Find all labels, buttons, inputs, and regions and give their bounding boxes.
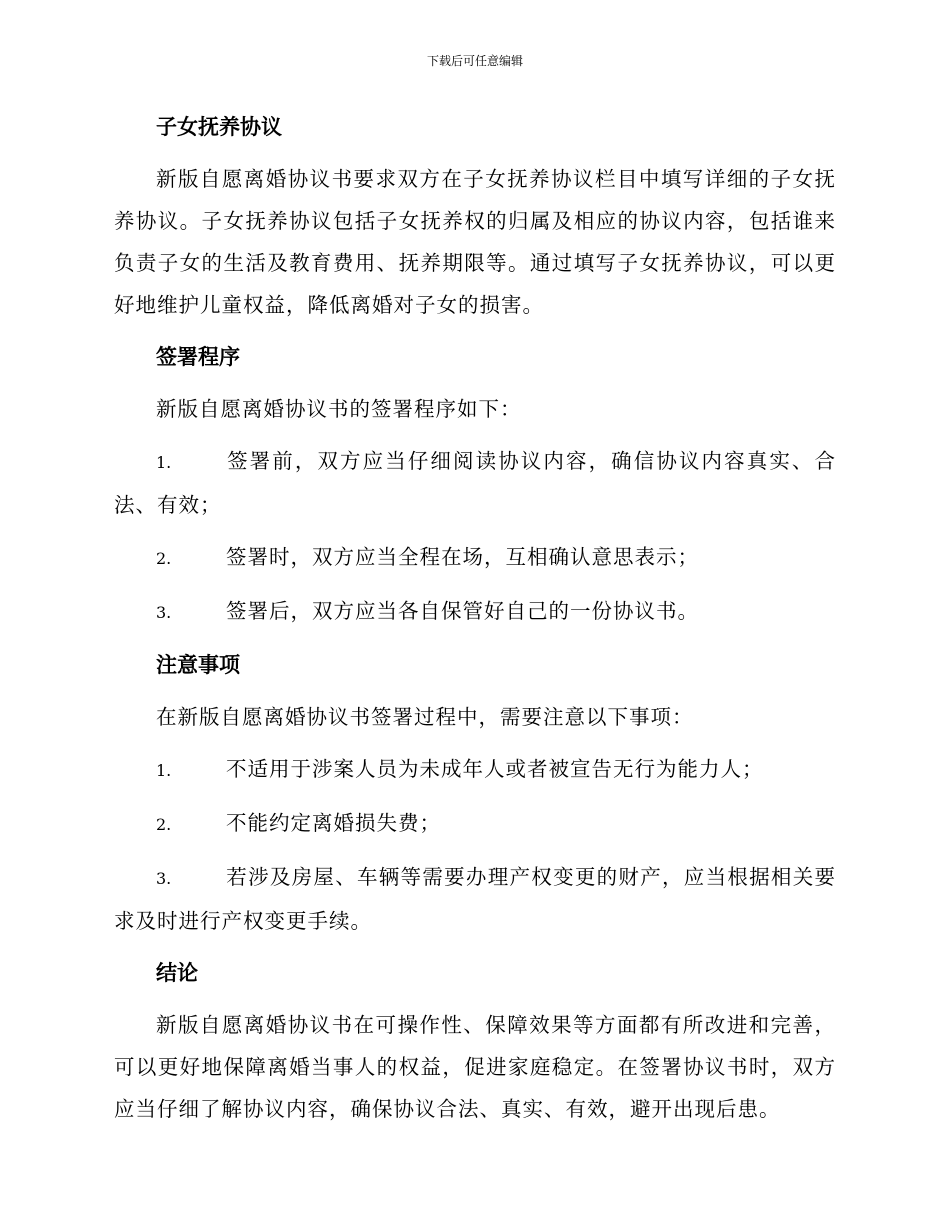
list-item-number: 3. [156,869,172,888]
section-title-signing: 签署程序 [156,345,240,369]
list-item-text: 不能约定离婚损失费； [226,811,441,835]
list-item [114,440,836,526]
list-item-text: 签署前，双方应当仔细阅读协议内容，确信协议内容真实、合法、有效； [114,449,836,517]
section-title-conclusion: 结论 [156,961,198,985]
list-item [114,748,836,792]
list-item-text: 签署后，双方应当各自保管好自己的一份协议书。 [226,599,699,623]
section-title-notes: 注意事项 [156,653,240,677]
list-item [114,590,836,634]
list-item [114,536,836,580]
list-item [114,802,836,846]
list-item-text: 若涉及房屋、车辆等需要办理产权变更的财产，应当根据相关要求及时进行产权变更手续。 [114,865,836,933]
paragraph-conclusion: 新版自愿离婚协议书在可操作性、保障效果等方面都有所改进和完善，可以更好地保障离婚当事人的权益，促进家庭稳定。在签署协议书时，双方应当仔细了解协议内容，确保协议合法、真实、有效，避开出现后患。 [114,1013,836,1121]
document-body [114,106,836,1140]
page-header: 下载后可任意编辑 [426,54,523,68]
list-item [114,856,836,942]
list-item-number: 2. [156,549,172,568]
list-item-number: 2. [156,815,172,834]
paragraph-custody: 新版自愿离婚协议书要求双方在子女抚养协议栏目中填写详细的子女抚养协议。子女抚养协议包括子女抚养权的归属及相应的协议内容，包括谁来负责子女的生活及教育费用、抚养期限等。通过填写子女抚养协议，可以更好地维护儿童权益，降低离婚对子女的损害。 [114,167,836,317]
paragraph-signing-intro: 新版自愿离婚协议书的签署程序如下： [156,397,522,421]
list-item-text: 不适用于涉案人员为未成年人或者被宣告无行为能力人； [226,757,764,781]
section-title-custody: 子女抚养协议 [156,115,282,139]
list-item-number: 3. [156,603,172,622]
list-item-text: 签署时，双方应当全程在场，互相确认意思表示； [226,545,699,569]
list-item-number: 1. [156,453,172,472]
paragraph-notes-intro: 在新版自愿离婚协议书签署过程中，需要注意以下事项： [156,705,694,729]
list-item-number: 1. [156,761,172,780]
